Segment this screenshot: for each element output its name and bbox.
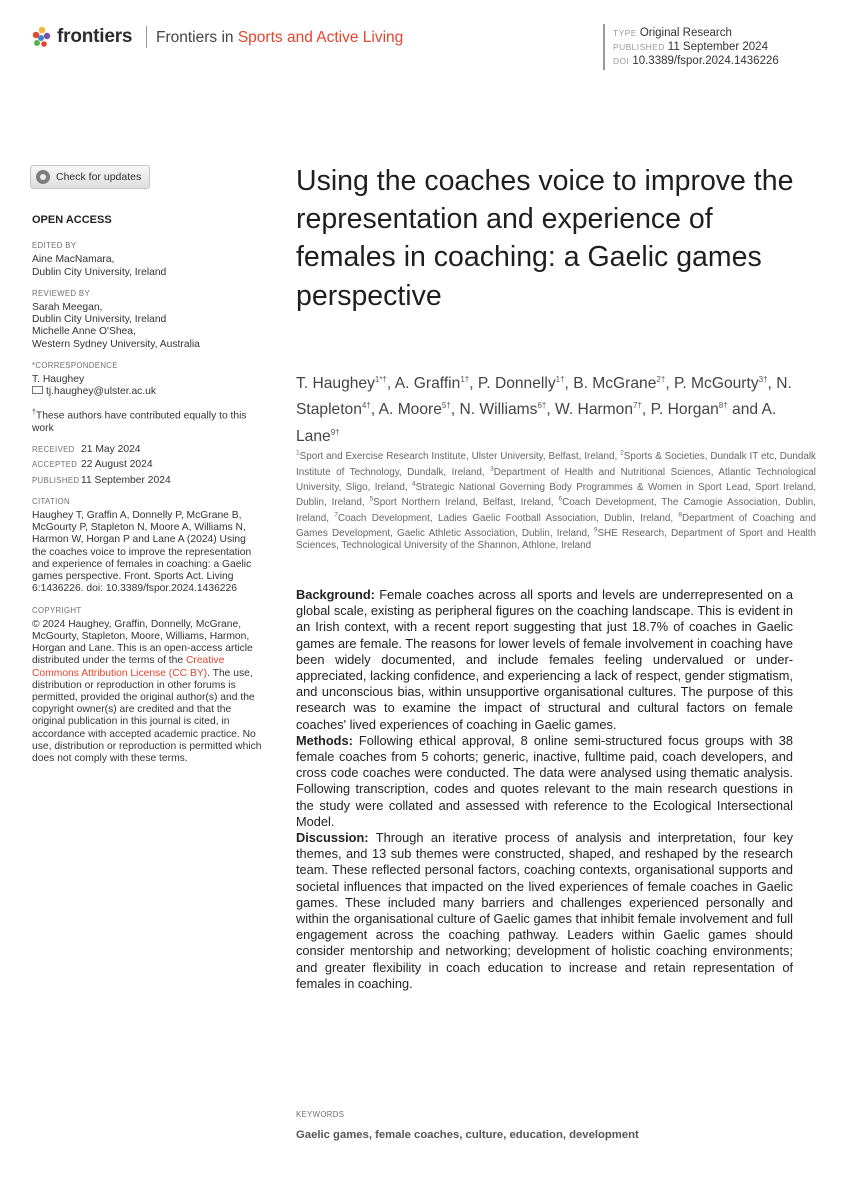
author-affiliation-marker: 7† [633,401,642,411]
copyright-text [32,619,262,765]
copyright-text-start: © 2024 Haughey, Graffin, Donnelly, McGrane, McGourty, Stapleton, Moore, Williams, Harmon, Horgan and Lane. This is an open-access article distributed under the terms of the [32,618,253,667]
affiliation-number: 4 [411,480,416,488]
author-affiliation-marker: 6† [537,401,547,411]
published-label: PUBLISHED [32,475,80,485]
author-affiliation-marker: 1† [555,375,565,384]
header-divider [146,26,147,48]
edited-by-block [32,240,262,279]
mail-icon [32,386,43,394]
keywords-label: KEYWORDS [296,1110,345,1119]
check-updates-button[interactable] [30,165,150,189]
affiliation-number: 9 [593,526,598,534]
author-affiliation-marker: 3† [758,375,768,384]
keywords: Gaelic games, female coaches, culture, education, development [296,1129,639,1141]
affiliation: $^1$Sport and Exercise Research Institute, Ulster University, Belfast, Ireland, [296,450,621,463]
equal-contribution-note: †These authors have contributed equally to this work [32,409,247,435]
discussion-text: Through an iterative process of analysis and interpretation, four key themes, and 13 sub themes were constructed, shaped, and reshaped by the research team. These reflected personal factors, coaching contexts, organisational supports and societal influences that impacted on the lived experiences of female coaches in Gaelic games. These included many barriers and challenges experienced personally and within the organisational culture of Gaelic games that inhibit female involvement and full engagement across the coaching pathway. Leaders within Gaelic games should consider mentorship and networking; development of holistic coaching environments; and greater flexibility in coach education to increase and retain representation of females in coaching. [296,830,793,991]
author-affiliation-marker: 1† [460,375,470,384]
publisher-name: frontiers [57,26,133,47]
affiliation: $^6$Coach Development, The Camogie Association, Dublin, Ireland, [296,496,817,524]
affiliation-number: 5 [369,496,374,504]
correspondence-email-row[interactable] [32,386,262,398]
editor-name: Aine MacNamara, [32,254,115,266]
affiliation: $^9$SHE Research, Department of Sport and Health Sciences, Technological University of the Shannon, Athlone, Ireland [296,526,816,552]
reviewed-by-label: REVIEWED BY [32,288,91,298]
open-access-label: OPEN ACCESS [32,214,112,226]
dates-block [32,444,262,487]
background-heading: Background: [296,587,375,602]
author[interactable]: P. McGourty$^{3\dagger}$ [673,375,768,393]
affiliation-number: 7 [334,511,338,519]
received-value: 21 May 2024 [81,444,141,456]
affiliation-number: 6 [558,496,563,504]
abstract-background [296,587,793,733]
abstract-methods [296,733,793,830]
author-list: T. Haughey$^{1*\dagger}$, A. Graffin$^{1\dagger}$, P. Donnelly$^{1\dagger}$, B. McGrane$^{2\dagger}$, P. McGourty$^{3\dagger}$, N. Stapleton$^{4\dagger}$, A. Moore$^{5\dagger}$, N. Williams$^{6\dagger}$, W. Harmon$^{7\dagger}$, P. Horgan$^{8\dagger}$ and A. Lane$^{9\dagger}$ [296,375,792,445]
copyright-block [32,605,262,766]
author[interactable]: T. Haughey$^{1*\dagger}$ [296,375,387,393]
methods-heading: Methods: [296,732,353,748]
author[interactable]: N. Williams$^{6\dagger}$ [459,401,547,419]
equal-contribution-text: These authors have contributed equally to this work [32,410,247,435]
journal-name: Sports and Active Living [237,29,404,46]
author-affiliation-marker: 9† [330,427,340,437]
license-link[interactable]: Creative Commons Attribution License (CC BY) [32,655,225,679]
published-value: 11 September 2024 [667,41,768,53]
author-affiliation-marker: 4† [361,401,371,411]
frontiers-logo-icon [32,26,52,48]
check-updates-label: Check for updates [56,171,142,183]
edited-by-label: EDITED BY [32,241,77,251]
background-text: Female coaches across all sports and levels are underrepresented on a global scale, existing as peripheral figures on the coaching landscape. This is evident in an Irish context, with a recent report suggesting that just 18.7% of coaches in Gaelic games are female. The reasons for lower levels of female involvement in coaching have been widely documented, and include females feeling undervalued or under-appreciated, lacking confidence, and experiencing a lack of respect, gender stigmatism, and unconscious bias, within unsupportive organisational cultures. The purpose of this research was to examine the impact of structural and cultural factors on female coaches' lived experiences of coaching in Gaelic games. [296,587,793,732]
published-label: PUBLISHED [613,42,665,52]
editor-affiliation: Dublin City University, Ireland [32,266,167,278]
article-type [613,27,732,39]
author-affiliation-marker: 2† [656,375,666,384]
affiliation: $^5$Sport Northern Ireland, Belfast, Ireland, [369,496,559,509]
accepted-value: 22 August 2024 [81,459,153,471]
affiliation-number: 2 [620,450,624,457]
affiliation-number: 8 [678,511,683,519]
correspondence-label: *CORRESPONDENCE [32,360,118,370]
published-date [613,41,768,53]
author-affiliation-marker: 5† [441,401,451,411]
reviewer-name: Sarah Meegan, [32,302,103,314]
author[interactable]: A. Moore$^{5\dagger}$ [378,401,451,419]
affiliation: $^3$Department of Health and Nutritional Sciences, Atlantic Technological University, Sligo, Ireland, [296,465,816,494]
article-info-sidebar [32,214,262,774]
affiliation: $^7$Coach Development, Ladies Gaelic Football Association, Dublin, Ireland, [334,511,679,524]
affiliation: $^2$Sports & Societies, Dundalk IT etc, Dundalk Institute of Technology, Dundalk, Ireland, [296,450,816,478]
type-label: TYPE [613,28,637,38]
author[interactable]: A. Lane$^{9\dagger}$ [296,401,777,445]
published-value: 11 September 2024 [81,474,171,486]
author-affiliation-marker: 8† [718,401,728,411]
methods-text: Following ethical approval, 8 online semi-structured focus groups with 38 female coaches from 5 cohorts; generic, inactive, fulltime paid, coach developers, and cross code coaches were conducted. The data were analysed using thematic analysis. Following transcription, codes and quotes relevant to the main research questions in the study were collated and assessed with reference to the Ecological Intersectional Model. [296,732,793,829]
affiliation: $^8$Department of Coaching and Games Development, Gaelic Athletic Association, Dublin, Ireland, [296,511,816,540]
correspondence-email[interactable]: tj.haughey@ulster.ac.uk [46,386,157,398]
reviewer-affiliation: Western Sydney University, Australia [32,338,200,350]
author-affiliation-marker: 1*† [374,375,387,384]
correspondence-block [32,360,262,399]
affiliation-number: 3 [490,465,494,473]
reviewer-name: Michelle Anne O'Shea, [32,326,136,338]
reviewed-by-block [32,288,262,351]
copyright-label: COPYRIGHT [32,605,82,615]
author[interactable]: P. Donnelly$^{1\dagger}$ [477,375,565,393]
citation-block [32,496,262,596]
copyright-text-end: . The use, distribution or reproduction in other forums is permitted, provided the original author(s) and the copyright owner(s) are credited and that the original publication in this journal is cited, in accordance with accepted academic practice. No use, distribution or reproduction is permitted which does not comply with these terms. [32,667,262,764]
doi-label: DOI [613,56,630,66]
doi-value[interactable]: 10.3389/fspor.2024.1436226 [632,55,779,67]
accepted-label: ACCEPTED [32,460,78,470]
citation-label: CITATION [32,496,71,506]
discussion-heading: Discussion: [296,830,369,846]
author[interactable]: A. Graffin$^{1\dagger}$ [394,375,470,393]
citation-text: Haughey T, Graffin A, Donnelly P, McGrane B, McGourty P, Stapleton N, Moore A, Williams N, Harmon W, Horgan P and Lane A (2024) Using the coaches voice to improve the representation and experience of females in coaching: a Gaelic games perspective. Front. Sports Act. Living 6:1436226. doi: 10.3389/fspor.2024.1436226 [32,510,252,595]
correspondence-name: T. Haughey [32,374,85,386]
received-label: RECEIVED [32,445,75,455]
abstract-discussion [296,830,793,992]
publisher-logo[interactable] [32,26,132,48]
author[interactable]: N. Stapleton$^{4\dagger}$ [296,375,792,419]
type-value: Original Research [639,27,732,39]
check-updates-icon [36,170,50,184]
meta-divider [603,24,605,70]
article-title: Using the coaches voice to improve the representation and experience of females in coaching: a Gaelic games perspective [296,165,794,312]
affiliation-number: 1 [296,450,300,457]
affiliation: $^4$Strategic National Governing Body Programmes & Women in Sport Lead, Sport Ireland, Dublin, Ireland, [296,480,816,509]
author[interactable]: B. McGrane$^{2\dagger}$ [573,375,666,393]
author[interactable]: W. Harmon$^{7\dagger}$ [555,401,642,419]
author[interactable]: P. Horgan$^{8\dagger}$ [650,401,728,419]
journal-prefix: Frontiers in [156,29,234,46]
doi[interactable] [613,55,779,67]
journal-title[interactable] [156,29,403,47]
reviewer-affiliation: Dublin City University, Ireland [32,314,167,326]
affiliations [296,448,816,552]
abstract [296,587,793,992]
